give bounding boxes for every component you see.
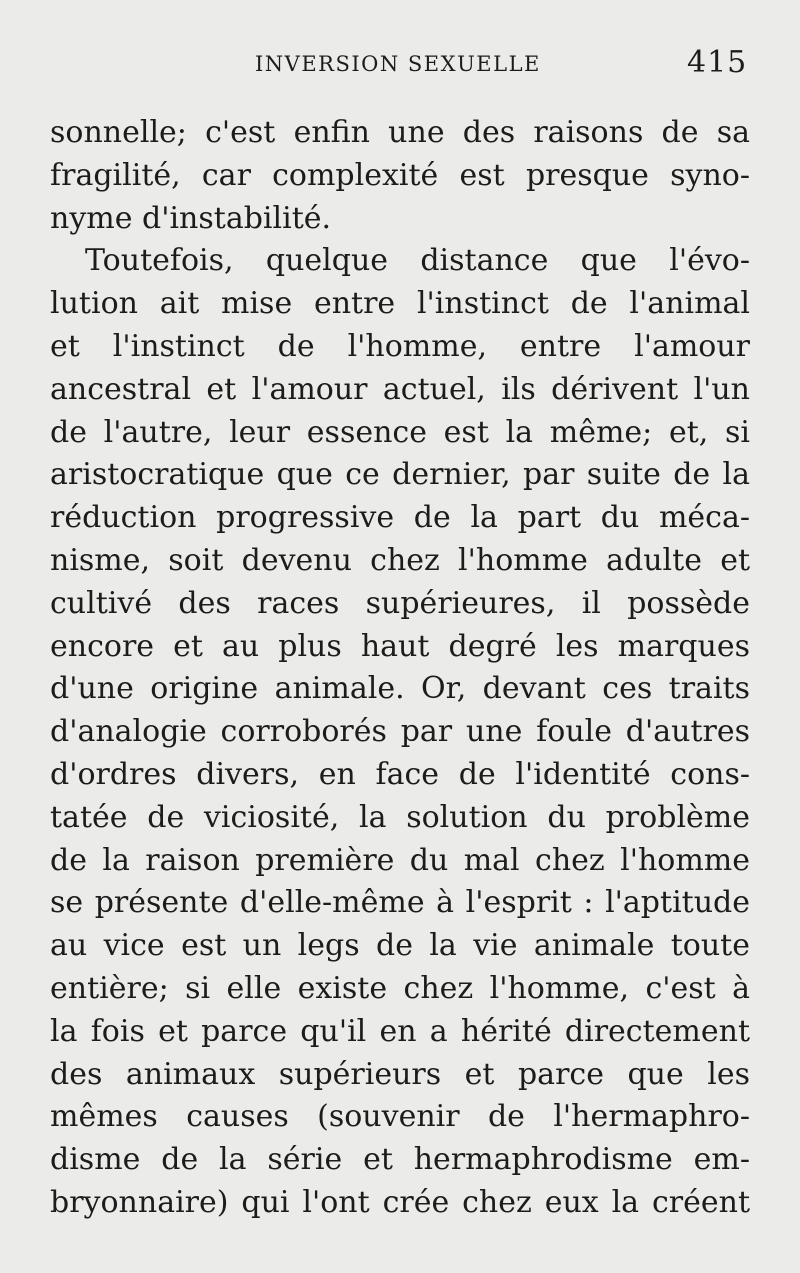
text-line: réduction progressive de la part du méca- — [50, 500, 750, 536]
running-title: INVERSION SEXUELLE — [255, 52, 541, 76]
text-line: disme de la série et hermaphrodisme em- — [50, 1142, 750, 1178]
text-line: lution ait mise entre l'instinct de l'animal — [50, 286, 750, 322]
text-line: nisme, soit devenu chez l'homme adulte et — [50, 542, 750, 578]
text-line: sonnelle; c'est enfin une des raisons de sa — [50, 115, 750, 150]
text-line: mêmes causes (souvenir de l'hermaphro- — [50, 1099, 750, 1135]
text-line: au vice est un legs de la vie animale toute — [50, 928, 750, 964]
text-line: encore et au plus haut degré les marques — [50, 628, 750, 664]
text-line: d'une origine animale. Or, devant ces traits — [50, 671, 750, 707]
text-line: aristocratique que ce dernier, par suite de la — [50, 457, 750, 493]
text-line: d'ordres divers, en face de l'identité cons- — [50, 756, 750, 792]
text-line: la fois et parce qu'il en a hérité directement — [50, 1013, 750, 1049]
text-line: fragilité, car complexité est presque syno- — [50, 157, 750, 193]
text-line: et l'instinct de l'homme, entre l'amour — [50, 328, 750, 364]
text-line: des animaux supérieurs et parce que les — [50, 1056, 750, 1092]
text-line: de la raison première du mal chez l'homme — [50, 842, 750, 878]
text-line: nyme d'instabilité. — [50, 200, 332, 236]
page-header — [0, 44, 800, 84]
text-line: de l'autre, leur essence est la même; et, si — [50, 414, 750, 450]
text-line: tatée de viciosité, la solution du problème — [50, 799, 750, 835]
page-number: 415 — [687, 45, 748, 80]
text-line: se présente d'elle-même à l'esprit : l'aptitude — [50, 885, 750, 921]
text-line: ancestral et l'amour actuel, ils dérivent l'un — [50, 371, 750, 407]
text-line: bryonnaire) qui l'ont crée chez eux la créent — [50, 1184, 750, 1220]
body-text — [50, 112, 750, 1225]
text-line: d'analogie corroborés par une foule d'autres — [50, 714, 750, 750]
text-line: Toutefois, quelque distance que l'évo- — [85, 243, 750, 279]
text-line: entière; si elle existe chez l'homme, c'est à — [50, 970, 750, 1006]
text-line: cultivé des races supérieures, il possède — [50, 585, 750, 621]
